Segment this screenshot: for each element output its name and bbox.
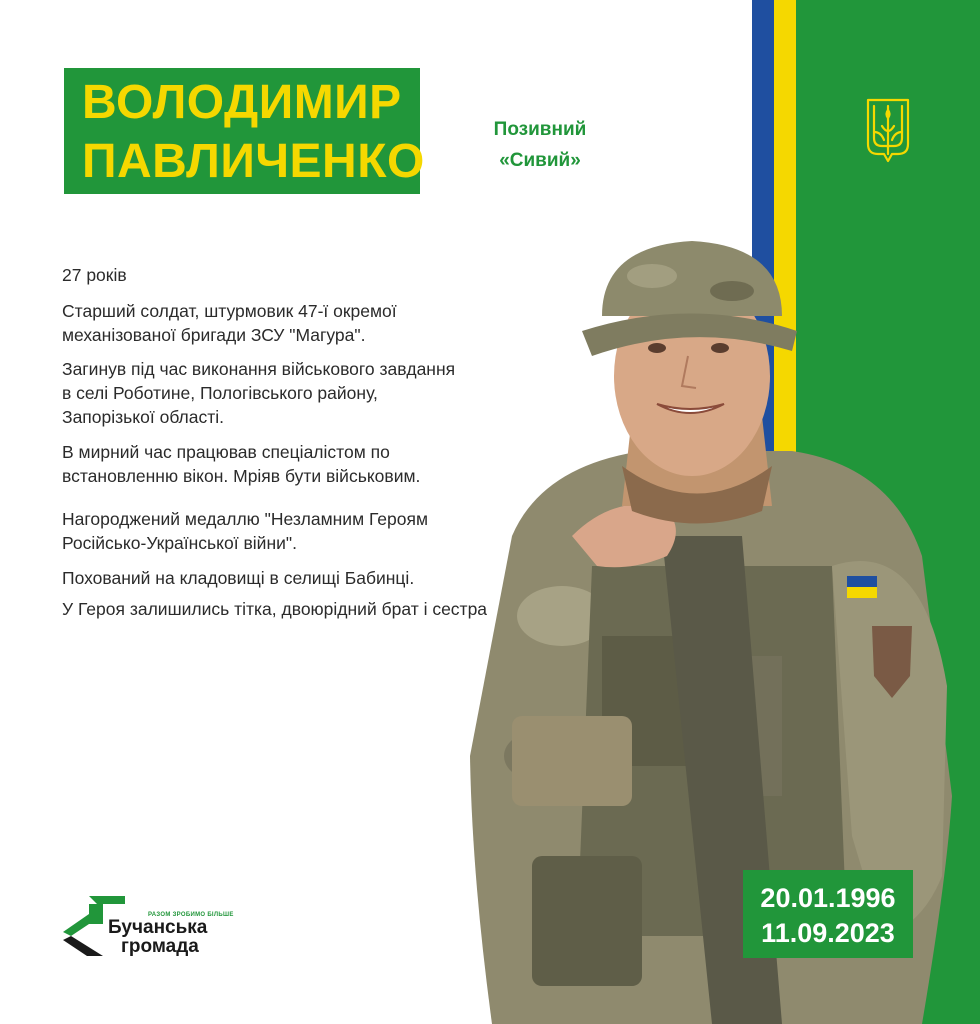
bio-award-line-1: Нагороджений медаллю "Незламним Героям bbox=[62, 509, 428, 529]
bio-rank-line-1: Старший солдат, штурмовик 47-ї окремої bbox=[62, 301, 397, 321]
bio-age: 27 років bbox=[62, 265, 127, 285]
bio-death-line-1: Загинув під час виконання військового завдання bbox=[62, 359, 456, 379]
bio-peace-line-1: В мирний час працював спеціалістом по bbox=[62, 442, 390, 462]
callsign-label: Позивний bbox=[493, 119, 587, 140]
death-date: 11.09.2023 bbox=[761, 918, 895, 948]
bio-family: У Героя залишились тітка, двоюрідний брат і сестра bbox=[62, 599, 488, 619]
birth-date: 20.01.1996 bbox=[760, 883, 896, 913]
first-name: ВОЛОДИМИР bbox=[82, 76, 402, 129]
bio-peace-line-2: встановленню вікон. Мріяв бути військовим. bbox=[62, 466, 421, 486]
logo-slogan: РАЗОМ ЗРОБИМО БІЛЬШЕ bbox=[148, 912, 234, 918]
logo-word-2: громада bbox=[121, 936, 199, 957]
bio-burial: Похований на кладовищі в селищі Бабинці. bbox=[62, 568, 415, 588]
bio-award-line-2: Російсько-Української війни". bbox=[62, 533, 297, 553]
bio-death-line-2: в селі Роботине, Пологівського району, bbox=[62, 383, 378, 403]
trident-icon bbox=[864, 96, 912, 164]
logo-word-1: Бучанська bbox=[108, 917, 208, 938]
callsign-value: «Сивий» bbox=[499, 150, 581, 171]
bio-rank-line-2: механізованої бригади ЗСУ "Магура". bbox=[62, 325, 366, 345]
last-name: ПАВЛИЧЕНКО bbox=[82, 135, 425, 188]
bio-death-line-3: Запорізької області. bbox=[62, 407, 225, 427]
